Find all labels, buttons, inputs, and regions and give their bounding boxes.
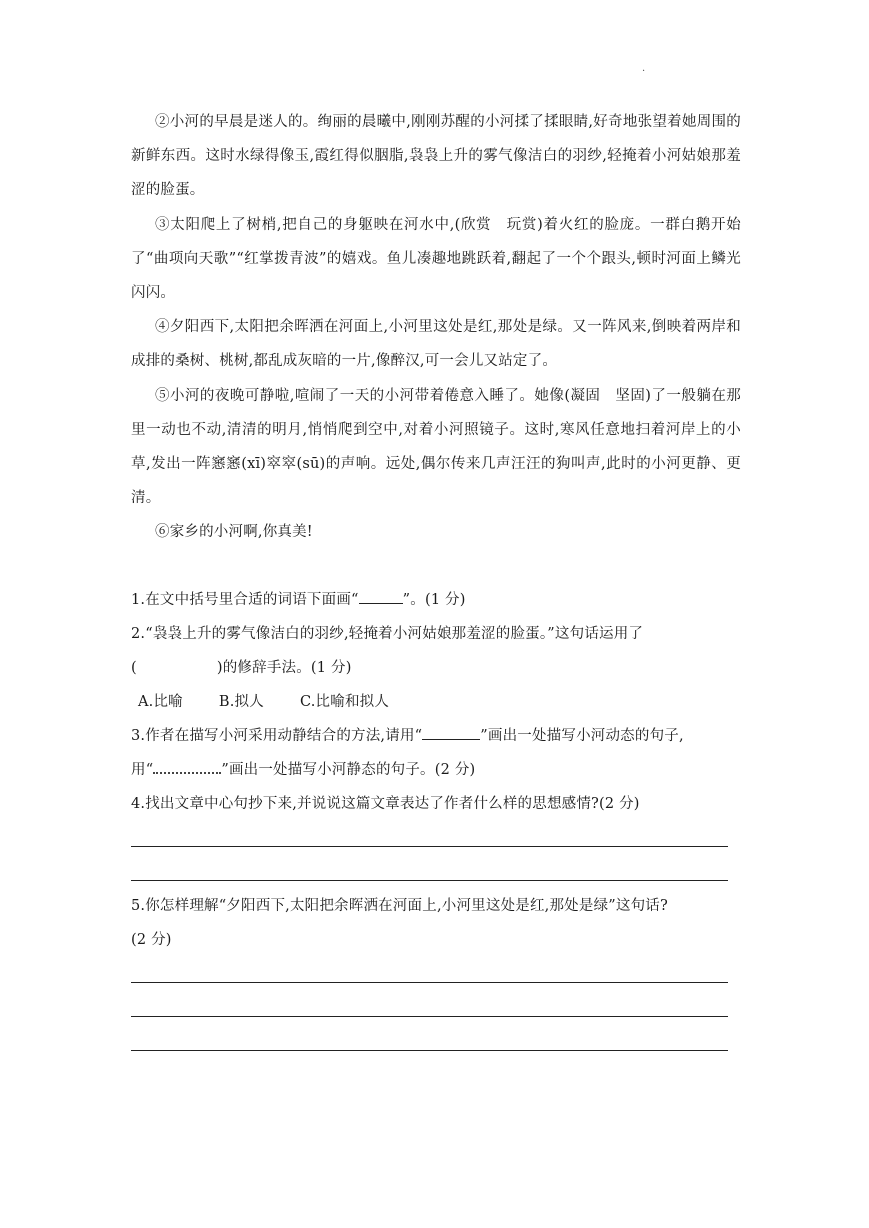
passage-paragraph-4: ④夕阳西下,太阳把余晖洒在河面上,小河里这处是红,那处是绿。又一阵风来,倒映着两岸和成排的桑树、桃树,都乱成灰暗的一片,像醉汉,可一会儿又站定了。 <box>131 319 741 369</box>
corner-mark: · <box>642 66 646 77</box>
option-a: A.比喻 <box>138 694 183 710</box>
question-3-text-b: ”画出一处描写小河动态的句子, <box>480 728 684 744</box>
question-3-text-a: 3.作者在描写小河采用动静结合的方法,请用“ <box>131 728 423 744</box>
underline-sample <box>359 589 403 604</box>
option-b: B.拟人 <box>218 694 264 710</box>
question-2 <box>131 617 751 685</box>
question-1-text-b: ”。(1 分) <box>402 592 466 608</box>
answer-line[interactable] <box>131 1050 728 1051</box>
passage-paragraph-5: ⑤小河的夜晚可静啦,喧闹了一天的小河带着倦意入睡了。她像(凝固 坚固)了一般躺在那里一动也不动,清清的明月,悄悄爬到空中,对着小河照镜子。这时,寒风任意地扫着河岸上的小草,发出一阵窸窸(xī)窣窣(sū)的声响。远处,偶尔传来几声汪汪的狗叫声,此时的小河更静、更清。 <box>131 388 741 506</box>
question-1 <box>131 583 751 617</box>
question-3-text-c: 用“ <box>131 762 154 778</box>
question-5 <box>131 889 751 957</box>
passage-paragraph-2: ②小河的早晨是迷人的。绚丽的晨曦中,刚刚苏醒的小河揉了揉眼睛,好奇地张望着她周围的新鲜东西。这时水绿得像玉,霞红得似胭脂,袅袅上升的雾气像洁白的羽纱,轻掩着小河姑娘那羞涩的脸蛋。 <box>131 114 741 198</box>
answer-line[interactable] <box>131 982 728 983</box>
question-2-text-c: )的修辞手法。(1 分) <box>216 660 352 676</box>
passage-paragraph-3: ③太阳爬上了树梢,把自己的身躯映在河水中,(欣赏 玩赏)着火红的脸庞。一群白鹅开始了“曲项向天歌”“红掌拨青波”的嬉戏。鱼儿凑趣地跳跃着,翻起了一个个跟头,顿时河面上鳞光闪闪。 <box>131 217 741 301</box>
question-2-options <box>138 685 758 719</box>
question-3-text-d: ”画出一处描写小河静态的句子。(2 分) <box>221 762 476 778</box>
question-2-text-a: 2.“袅袅上升的雾气像洁白的羽纱,轻掩着小河姑娘那羞涩的脸蛋。”这句话运用了 <box>131 626 644 642</box>
wavy-line-sample <box>153 758 221 774</box>
option-c: C.比喻和拟人 <box>299 694 390 710</box>
question-3 <box>131 719 751 787</box>
question-4: 4.找出文章中心句抄下来,并说说这篇文章表达了作者什么样的思想感情?(2 分) <box>131 796 640 812</box>
answer-line[interactable] <box>131 846 728 847</box>
question-5-text-a: 5.你怎样理解“夕阳西下,太阳把余晖洒在河面上,小河里这处是红,那处是绿”这句话? <box>131 898 668 914</box>
passage-paragraph-6: ⑥家乡的小河啊,你真美! <box>155 524 313 540</box>
question-1-text-a: 1.在文中括号里合适的词语下面画“ <box>131 592 359 608</box>
answer-line[interactable] <box>131 880 728 881</box>
question-5-text-b: (2 分) <box>131 932 172 948</box>
straight-line-sample <box>422 725 480 740</box>
question-2-text-b: ( <box>131 660 137 676</box>
answer-line[interactable] <box>131 1016 728 1017</box>
